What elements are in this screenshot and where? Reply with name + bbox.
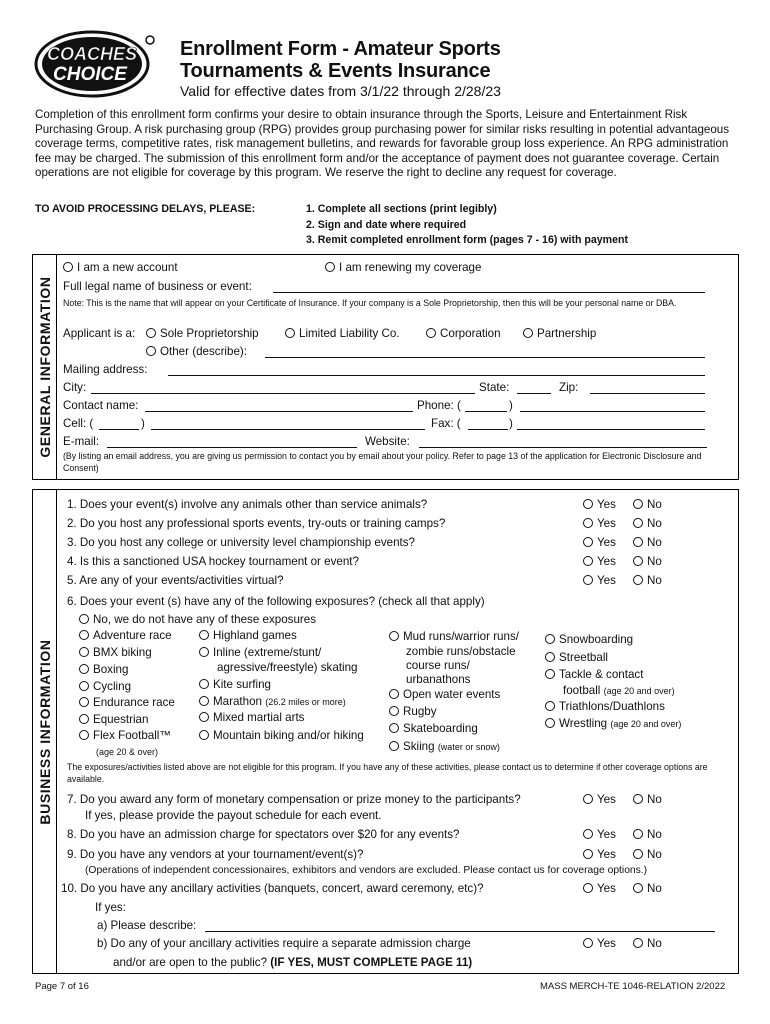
q10b-line-1: b) Do any of your ancillary activities require a separate admission charge — [97, 937, 471, 950]
q8-no[interactable] — [633, 828, 662, 842]
radio-icon[interactable] — [146, 346, 156, 356]
no-label: No — [647, 555, 662, 568]
question-4: 4. Is this a sanctioned USA hockey tournament or event? — [67, 555, 359, 568]
no-label: No — [647, 517, 662, 530]
exposure-label: Mixed martial arts — [213, 711, 305, 724]
q10b-line-2-text: and/or are open to the public? — [113, 956, 268, 969]
radio-icon[interactable] — [633, 518, 643, 528]
exposure-label: BMX biking — [93, 646, 152, 659]
radio-icon[interactable] — [389, 723, 399, 733]
exposure-endurance-race[interactable] — [79, 696, 175, 710]
other-describe-field[interactable] — [265, 357, 705, 358]
exposure-label: Highland games — [213, 629, 297, 642]
exposure-triathlons[interactable] — [545, 700, 665, 714]
q10-if-yes: If yes: — [95, 901, 126, 914]
question-8: 8. Do you have an admission charge for spectators over $20 for any events? — [67, 828, 460, 841]
exposure-tackle-football[interactable] — [545, 668, 643, 682]
email-label: E-mail: — [63, 435, 100, 448]
exposure-equestrian[interactable] — [79, 713, 148, 727]
radio-icon[interactable] — [146, 328, 156, 338]
radio-icon[interactable] — [583, 575, 593, 585]
radio-icon[interactable] — [545, 718, 555, 728]
exposure-marathon[interactable] — [199, 695, 346, 709]
skiing-note: (water or snow) — [437, 742, 500, 752]
exposure-label: Snowboarding — [559, 633, 634, 646]
cell-close: ) — [141, 417, 145, 430]
exposure-highland-games[interactable] — [199, 629, 297, 643]
exposure-label: Marathon — [213, 695, 262, 708]
q1-no[interactable] — [633, 498, 662, 512]
logo-text-coaches: COACHES — [46, 44, 138, 64]
no-label: No — [647, 498, 662, 511]
radio-icon[interactable] — [633, 883, 643, 893]
q1-yes[interactable] — [583, 498, 616, 512]
q9-no[interactable] — [633, 848, 662, 862]
tackle-age-note: (age 20 and over) — [603, 686, 675, 696]
contact-name-field[interactable] — [145, 411, 413, 412]
exposure-wrestling[interactable] — [545, 717, 681, 731]
exposure-inline-skating[interactable] — [199, 646, 321, 660]
exposure-label: Inline (extreme/stunt/ — [213, 646, 322, 659]
page-number: Page 7 of 16 — [35, 981, 89, 992]
no-label: No — [647, 937, 662, 950]
exposure-label: Boxing — [93, 663, 129, 676]
radio-icon[interactable] — [199, 679, 209, 689]
exposure-label: Endurance race — [93, 696, 175, 709]
radio-icon[interactable] — [633, 829, 643, 839]
step-2: 2. Sign and date where required — [306, 218, 467, 231]
email-field[interactable] — [107, 447, 357, 448]
new-account-option[interactable] — [63, 261, 178, 275]
other-label: Other (describe): — [160, 345, 247, 358]
yes-label: Yes — [597, 882, 616, 895]
exposure-rugby[interactable] — [389, 705, 437, 719]
email-consent-note: (By listing an email address, you are giving us permission to contact you by email about your policy. Refer to page 13 of the application for Electronic Disclosure and Consent) — [63, 451, 702, 473]
q5-no[interactable] — [633, 574, 662, 588]
exposure-boxing[interactable] — [79, 663, 128, 677]
question-3: 3. Do you host any college or university level championship events? — [67, 536, 416, 549]
radio-icon[interactable] — [199, 712, 209, 722]
sole-prop-label: Sole Proprietorship — [160, 327, 259, 340]
exposure-label: Triathlons/Duathlons — [559, 700, 665, 713]
radio-icon[interactable] — [199, 630, 209, 640]
logo-text-choice: CHOICE — [53, 64, 127, 85]
exposure-label: Open water events — [403, 688, 501, 701]
corporation-label: Corporation — [440, 327, 501, 340]
radio-icon[interactable] — [583, 537, 593, 547]
radio-icon[interactable] — [79, 630, 89, 640]
q2-yes[interactable] — [583, 517, 616, 531]
radio-icon[interactable] — [633, 537, 643, 547]
exposure-cycling[interactable] — [79, 680, 131, 694]
question-6: 6. Does your event (s) have any of the following exposures? (check all that apply) — [67, 595, 485, 608]
step-3: 3. Remit completed enrollment form (pages 7 - 16) with payment — [306, 234, 628, 246]
phone-field[interactable] — [520, 411, 705, 412]
exposure-label: Rugby — [403, 705, 437, 718]
fax-area-field[interactable] — [468, 429, 508, 430]
radio-icon[interactable] — [583, 883, 593, 893]
exposure-bmx[interactable] — [79, 646, 152, 660]
radio-icon[interactable] — [633, 499, 643, 509]
exposure-skiing[interactable] — [389, 740, 500, 754]
radio-icon[interactable] — [583, 849, 593, 859]
validity-dates: Valid for effective dates from 3/1/22 through 2/28/23 — [180, 83, 501, 99]
website-label: Website: — [365, 435, 410, 448]
radio-icon[interactable] — [583, 556, 593, 566]
yes-label: Yes — [597, 517, 616, 530]
radio-icon[interactable] — [633, 575, 643, 585]
radio-icon[interactable] — [545, 634, 555, 644]
no-label: No — [647, 574, 662, 587]
radio-icon[interactable] — [285, 328, 295, 338]
step-1: 1. Complete all sections (print legibly) — [306, 203, 497, 215]
exposure-label: Streetball — [559, 651, 608, 664]
yes-label: Yes — [597, 498, 616, 511]
tackle-football-cont — [563, 684, 675, 698]
question-7: 7. Do you award any form of monetary compensation or prize money to the participants? — [67, 793, 521, 806]
applicant-is-label: Applicant is a: — [63, 327, 136, 340]
question-9: 9. Do you have any vendors at your tournament/event(s)? — [67, 848, 364, 861]
radio-icon[interactable] — [389, 631, 399, 641]
q10-yes[interactable] — [583, 882, 616, 896]
business-side-text: BUSINESS INFORMATION — [36, 638, 53, 825]
wrestling-age-note: (age 20 and over) — [610, 719, 682, 729]
tackle-football-word: football — [563, 684, 601, 697]
inline-skating-cont: agressive/freestyle) skating — [217, 661, 358, 674]
business-information-section — [32, 489, 739, 974]
exposure-label: Skiing — [403, 740, 435, 753]
exposure-mountain-biking[interactable] — [199, 729, 364, 743]
exposure-label: Tackle & contact — [559, 668, 644, 681]
general-side-text: GENERAL INFORMATION — [36, 276, 53, 458]
no-label: No — [647, 536, 662, 549]
question-10: 10. Do you have any ancillary activities (banquets, concert, award ceremony, etc)? — [61, 882, 484, 895]
radio-icon[interactable] — [199, 647, 209, 657]
legal-name-note: Note: This is the name that will appear on your Certificate of Insurance. If your company is a Sole Proprietorship, then this will be your personal name or DBA. — [63, 298, 677, 308]
exposure-flex-football[interactable] — [79, 729, 171, 743]
cell-area-field[interactable] — [99, 429, 139, 430]
no-label: No — [647, 848, 662, 861]
general-information-section — [32, 254, 739, 480]
exposure-skateboarding[interactable] — [389, 722, 478, 736]
radio-icon[interactable] — [633, 794, 643, 804]
exposure-none-label: No, we do not have any of these exposures — [93, 613, 316, 626]
q7-no[interactable] — [633, 793, 662, 807]
exposure-label: Adventure race — [93, 629, 172, 642]
business-side-label — [33, 490, 57, 973]
fax-field[interactable] — [517, 429, 705, 430]
q3-yes[interactable] — [583, 536, 616, 550]
exposure-mud-runs[interactable] — [389, 630, 519, 644]
q3-no[interactable] — [633, 536, 662, 550]
website-field[interactable] — [419, 447, 707, 448]
exposure-label: Flex Football™ — [93, 729, 171, 742]
radio-icon[interactable] — [545, 652, 555, 662]
intro-paragraph: Completion of this enrollment form confirms your desire to obtain insurance through the Sports, Leisure and Entertainment Risk Purchasing Group. A risk purchasing group (RPG) provides group purchasing power for similar risks resulting in potential advantageous coverage terms, competitive rates, risk management bulletins, and rewards for favorable group loss experience. An RPG administration fee may be charged. The submission of this enrollment form and/or the acceptance of payment does not guarantee coverage. Certain operations are not eligible for coverage by this program. We reserve the right to decline any request for coverage. — [35, 108, 730, 180]
no-label: No — [647, 793, 662, 806]
new-account-label: I am a new account — [77, 261, 178, 274]
city-label: City: — [63, 381, 87, 394]
radio-icon[interactable] — [79, 614, 89, 624]
zip-field[interactable] — [590, 393, 705, 394]
renewing-label: I am renewing my coverage — [339, 261, 482, 274]
q9-yes[interactable] — [583, 848, 616, 862]
exposure-none[interactable] — [79, 613, 316, 627]
yes-label: Yes — [597, 828, 616, 841]
exposure-streetball[interactable] — [545, 651, 608, 665]
radio-icon[interactable] — [633, 938, 643, 948]
radio-icon[interactable] — [389, 741, 399, 751]
exposure-snowboarding[interactable] — [545, 633, 633, 647]
question-2: 2. Do you host any professional sports events, try-outs or training camps? — [67, 517, 446, 530]
radio-icon[interactable] — [199, 730, 209, 740]
contact-name-label: Contact name: — [63, 399, 139, 412]
radio-icon[interactable] — [79, 714, 89, 724]
fax-label: Fax: ( — [431, 417, 461, 430]
radio-icon[interactable] — [389, 706, 399, 716]
question-7-sub: If yes, please provide the payout schedule for each event. — [85, 809, 382, 822]
cell-field[interactable] — [151, 429, 425, 430]
renewing-option[interactable] — [325, 261, 481, 275]
no-label: No — [647, 828, 662, 841]
yes-label: Yes — [597, 937, 616, 950]
phone-label: Phone: ( — [417, 399, 461, 412]
title-line-2: Tournaments & Events Insurance — [180, 60, 491, 82]
state-label: State: — [479, 381, 510, 394]
llc-label: Limited Liability Co. — [299, 327, 400, 340]
general-side-label — [33, 255, 57, 479]
radio-icon[interactable] — [199, 696, 209, 706]
exposure-label: Kite surfing — [213, 678, 271, 691]
applicant-other[interactable] — [146, 345, 247, 359]
title-line-1: Enrollment Form - Amateur Sports — [180, 38, 501, 60]
radio-icon[interactable] — [583, 499, 593, 509]
radio-icon[interactable] — [583, 829, 593, 839]
marathon-note: (26.2 miles or more) — [265, 697, 346, 707]
q10-no[interactable] — [633, 882, 662, 896]
radio-icon[interactable] — [583, 518, 593, 528]
partnership-label: Partnership — [537, 327, 597, 340]
delays-label: TO AVOID PROCESSING DELAYS, PLEASE: — [35, 203, 256, 215]
applicant-llc[interactable] — [285, 327, 400, 341]
question-9-note: (Operations of independent concessionaires, exhibitors and vendors are excluded. Please contact us for coverage options.) — [85, 865, 648, 876]
q10a-describe-field[interactable] — [205, 931, 715, 932]
radio-icon[interactable] — [523, 328, 533, 338]
city-field[interactable] — [91, 393, 475, 394]
mud-runs-cont-3: urbanathons — [406, 673, 471, 686]
radio-icon[interactable] — [583, 938, 593, 948]
q10b-yes[interactable] — [583, 937, 616, 951]
q2-no[interactable] — [633, 517, 662, 531]
flex-football-note: (age 20 & over) — [96, 747, 159, 757]
radio-icon[interactable] — [426, 328, 436, 338]
yes-label: Yes — [597, 555, 616, 568]
radio-icon[interactable] — [389, 689, 399, 699]
radio-icon[interactable] — [63, 262, 73, 272]
radio-icon[interactable] — [583, 794, 593, 804]
mailing-field[interactable] — [168, 375, 705, 376]
radio-icon[interactable] — [79, 664, 89, 674]
question-5: 5. Are any of your events/activities virtual? — [67, 574, 284, 587]
yes-label: Yes — [597, 793, 616, 806]
exposures-ineligible-note: The exposures/activities listed above are not eligible for this program. If you have any of these activities, please contact us to determine if other coverage options are available. — [67, 762, 708, 784]
zip-label: Zip: — [559, 381, 579, 394]
legal-name-field[interactable] — [273, 292, 705, 293]
question-1: 1. Does your event(s) involve any animals other than service animals? — [67, 498, 428, 511]
yes-label: Yes — [597, 848, 616, 861]
phone-close: ) — [509, 399, 513, 412]
exposure-open-water[interactable] — [389, 688, 500, 702]
radio-icon[interactable] — [79, 697, 89, 707]
radio-icon[interactable] — [79, 730, 89, 740]
coaches-choice-logo — [30, 28, 160, 100]
exposure-label: Wrestling — [559, 717, 608, 730]
cell-label: Cell: ( — [63, 417, 94, 430]
radio-icon[interactable] — [633, 849, 643, 859]
fax-close: ) — [509, 417, 513, 430]
applicant-partnership[interactable] — [523, 327, 596, 341]
radio-icon[interactable] — [633, 556, 643, 566]
exposure-kite-surfing[interactable] — [199, 678, 271, 692]
exposure-label: Cycling — [93, 680, 132, 693]
phone-area-field[interactable] — [465, 411, 507, 412]
mud-runs-cont-2: course runs/ — [406, 659, 470, 672]
q4-no[interactable] — [633, 555, 662, 569]
radio-icon[interactable] — [545, 669, 555, 679]
exposure-mma[interactable] — [199, 711, 304, 725]
q8-yes[interactable] — [583, 828, 616, 842]
applicant-sole-prop[interactable] — [146, 327, 259, 341]
q4-yes[interactable] — [583, 555, 616, 569]
no-label: No — [647, 882, 662, 895]
exposure-adventure-race[interactable] — [79, 629, 172, 643]
applicant-corporation[interactable] — [426, 327, 501, 341]
q7-yes[interactable] — [583, 793, 616, 807]
radio-icon[interactable] — [325, 262, 335, 272]
yes-label: Yes — [597, 536, 616, 549]
radio-icon[interactable] — [79, 647, 89, 657]
mailing-label: Mailing address: — [63, 363, 148, 376]
exposure-label: Equestrian — [93, 713, 149, 726]
legal-name-label: Full legal name of business or event: — [63, 280, 252, 293]
radio-icon[interactable] — [545, 701, 555, 711]
q10b-page11-note: (IF YES, MUST COMPLETE PAGE 11) — [270, 956, 473, 969]
exposure-label: Mountain biking and/or hiking — [213, 729, 364, 742]
form-code: MASS MERCH-TE 1046-RELATION 2/2022 — [540, 981, 726, 992]
q10a-label: a) Please describe: — [97, 919, 197, 932]
mud-runs-cont-1: zombie runs/obstacle — [406, 645, 516, 658]
q10b-no[interactable] — [633, 937, 662, 951]
exposure-label: Mud runs/warrior runs/ — [403, 630, 519, 643]
q10b-line-2 — [113, 956, 472, 970]
yes-label: Yes — [597, 574, 616, 587]
q5-yes[interactable] — [583, 574, 616, 588]
exposure-label: Skateboarding — [403, 722, 478, 735]
radio-icon[interactable] — [79, 681, 89, 691]
page-title — [180, 38, 501, 82]
state-field[interactable] — [517, 393, 551, 394]
